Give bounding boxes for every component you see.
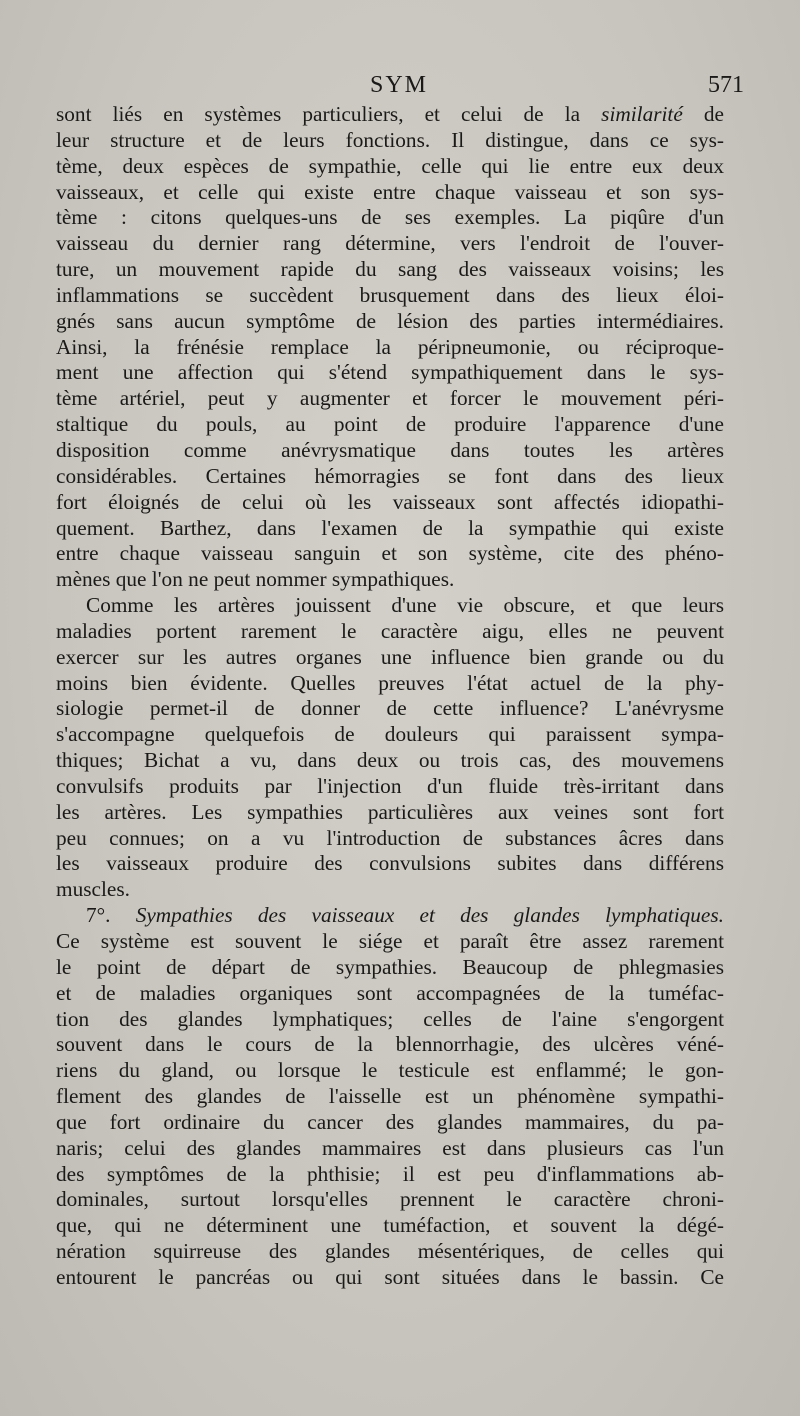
text-line: [56, 1162, 724, 1188]
text-line: [56, 593, 724, 619]
text-segment: tème : citons quelques-uns de ses exemples. La piqûre d'un: [56, 205, 724, 230]
text-segment: s'accompagne quelquefois de douleurs qui paraissent sympa-: [56, 722, 724, 747]
text-segment: peu connues; on a vu l'introduction de substances âcres dans: [56, 825, 724, 850]
text-line: [56, 851, 724, 877]
text-line: [56, 748, 724, 774]
text-line: [56, 180, 724, 206]
text-segment: siologie permet-il de donner de cette influence? L'anévrysme: [56, 696, 724, 721]
body-text: [56, 102, 724, 1291]
text-line: [56, 696, 724, 722]
paragraph: [56, 903, 724, 1291]
text-line: [56, 1239, 724, 1265]
text-line: [56, 1110, 724, 1136]
text-line: [56, 722, 724, 748]
text-line: [56, 800, 724, 826]
text-segment: dominales, surtout lorsqu'elles prennent le caractère chroni-: [56, 1187, 724, 1212]
text-line: [56, 826, 724, 852]
text-segment: gnés sans aucun symptôme de lésion des parties intermédiaires.: [56, 308, 724, 333]
text-line: [56, 955, 724, 981]
text-segment: souvent dans le cours de la blennorrhagie, des ulcères véné-: [56, 1032, 724, 1057]
text-line: [56, 102, 724, 128]
text-segment: les artères. Les sympathies particulières aux veines sont fort: [56, 799, 724, 824]
running-title: SYM: [369, 72, 429, 98]
text-segment: sont liés en systèmes particuliers, et celui de la: [56, 102, 602, 126]
text-segment: entourent le pancréas ou qui sont situées dans le bassin. Ce: [56, 1264, 724, 1289]
text-line: [56, 929, 724, 955]
text-segment: leur structure et de leurs fonctions. Il distingue, dans ce sys-: [56, 127, 724, 152]
paragraph: [56, 102, 724, 593]
text-segment: maladies portent rarement le caractère aigu, elles ne peuvent: [56, 618, 724, 643]
text-segment: riens du gland, ou lorsque le testicule est enflammé; le gon-: [56, 1058, 724, 1083]
text-segment: staltique du pouls, au point de produire l'apparence d'une: [56, 412, 724, 437]
text-segment: convulsifs produits par l'injection d'un fluide très-irritant dans: [56, 773, 724, 798]
text-line: [56, 438, 724, 464]
text-segment: inflammations se succèdent brusquement dans des lieux éloi-: [56, 282, 724, 307]
text-segment: tion des glandes lymphatiques; celles de l'aine s'engorgent: [56, 1006, 724, 1031]
text-line: [56, 877, 724, 903]
text-segment: tème artériel, peut y augmenter et forcer le mouvement péri-: [56, 386, 724, 411]
text-line: [56, 1187, 724, 1213]
text-segment: disposition comme anévrysmatique dans toutes les artères: [56, 437, 724, 462]
text-line: [56, 386, 724, 412]
text-segment: vaisseaux, et celle qui existe entre chaque vaisseau et son sys-: [56, 179, 724, 204]
text-segment: des symptômes de la phthisie; il est peu d'inflammations ab-: [56, 1161, 724, 1186]
text-line: [56, 1136, 724, 1162]
text-segment: thiques; Bichat a vu, dans deux ou trois cas, des mouvemens: [56, 748, 724, 773]
text-segment: mènes que l'on ne peut nommer sympathiques.: [56, 567, 455, 592]
text-segment: quement. Barthez, dans l'examen de la sympathie qui existe: [56, 515, 724, 540]
text-line: [56, 464, 724, 490]
text-line: [56, 205, 724, 231]
text-line: [56, 231, 724, 257]
text-segment: considérables. Certaines hémorragies se font dans des lieux: [56, 463, 724, 488]
text-line: [56, 981, 724, 1007]
italic-segment: Sympathies des vaisseaux et des glandes lymphatiques.: [135, 903, 724, 928]
text-line: [56, 128, 724, 154]
text-segment: ture, un mouvement rapide du sang des vaisseaux voisins; les: [56, 257, 724, 282]
text-line: [56, 903, 724, 929]
text-segment: Comme les artères jouissent d'une vie obscure, et que leurs: [86, 593, 724, 618]
text-segment: et de maladies organiques sont accompagnées de la tuméfac-: [56, 980, 724, 1005]
text-line: [56, 257, 724, 283]
text-line: [56, 541, 724, 567]
text-line: [56, 774, 724, 800]
text-segment: le point de départ de sympathies. Beaucoup de phlegmasies: [56, 954, 724, 979]
text-line: [56, 1058, 724, 1084]
text-segment: nération squirreuse des glandes mésentériques, de celles qui: [56, 1239, 724, 1264]
text-segment: naris; celui des glandes mammaires est dans plusieurs cas l'un: [56, 1135, 724, 1160]
text-line: [56, 309, 724, 335]
text-line: [56, 567, 724, 593]
text-line: [56, 619, 724, 645]
text-segment: moins bien évidente. Quelles preuves l'état actuel de la phy-: [56, 670, 724, 695]
text-segment: Ce système est souvent le siége et paraît être assez rarement: [56, 929, 724, 953]
text-line: [56, 1084, 724, 1110]
text-segment: que fort ordinaire du cancer des glandes mammaires, du pa-: [56, 1109, 724, 1134]
text-line: [56, 490, 724, 516]
text-segment: ment une affection qui s'étend sympathiquement dans le sys-: [56, 360, 724, 385]
text-segment: de: [682, 102, 724, 126]
text-line: [56, 360, 724, 386]
text-segment: entre chaque vaisseau sanguin et son système, cite des phéno-: [56, 541, 724, 566]
text-segment: que, qui ne déterminent une tuméfaction, et souvent la dégé-: [56, 1213, 724, 1238]
text-segment: Ainsi, la frénésie remplace la péripneumonie, ou réciproque-: [56, 334, 724, 359]
text-line: [56, 283, 724, 309]
text-line: [56, 671, 724, 697]
paragraph: [56, 593, 724, 903]
text-segment: vaisseau du dernier rang détermine, vers l'endroit de l'ouver-: [56, 231, 724, 256]
text-line: [56, 516, 724, 542]
text-line: [56, 412, 724, 438]
text-line: [56, 1007, 724, 1033]
text-segment: tème, deux espèces de sympathie, celle qui lie entre eux deux: [56, 153, 724, 178]
text-segment: fort éloignés de celui où les vaisseaux sont affectés idiopathi-: [56, 489, 724, 514]
text-line: [56, 645, 724, 671]
italic-segment: similarité: [601, 102, 683, 126]
text-line: [56, 154, 724, 180]
text-segment: muscles.: [56, 877, 130, 902]
text-segment: les vaisseaux produire des convulsions subites dans différens: [56, 851, 724, 876]
text-line: [56, 1265, 724, 1291]
text-line: [56, 1032, 724, 1058]
text-segment: flement des glandes de l'aisselle est un phénomène sympathi-: [56, 1084, 724, 1109]
text-line: [56, 335, 724, 361]
text-line: [56, 1213, 724, 1239]
text-segment: exercer sur les autres organes une influence bien grande ou du: [56, 644, 724, 669]
page-header: [54, 72, 744, 104]
text-segment: 7°.: [86, 903, 136, 928]
page-number: 571: [708, 72, 744, 98]
